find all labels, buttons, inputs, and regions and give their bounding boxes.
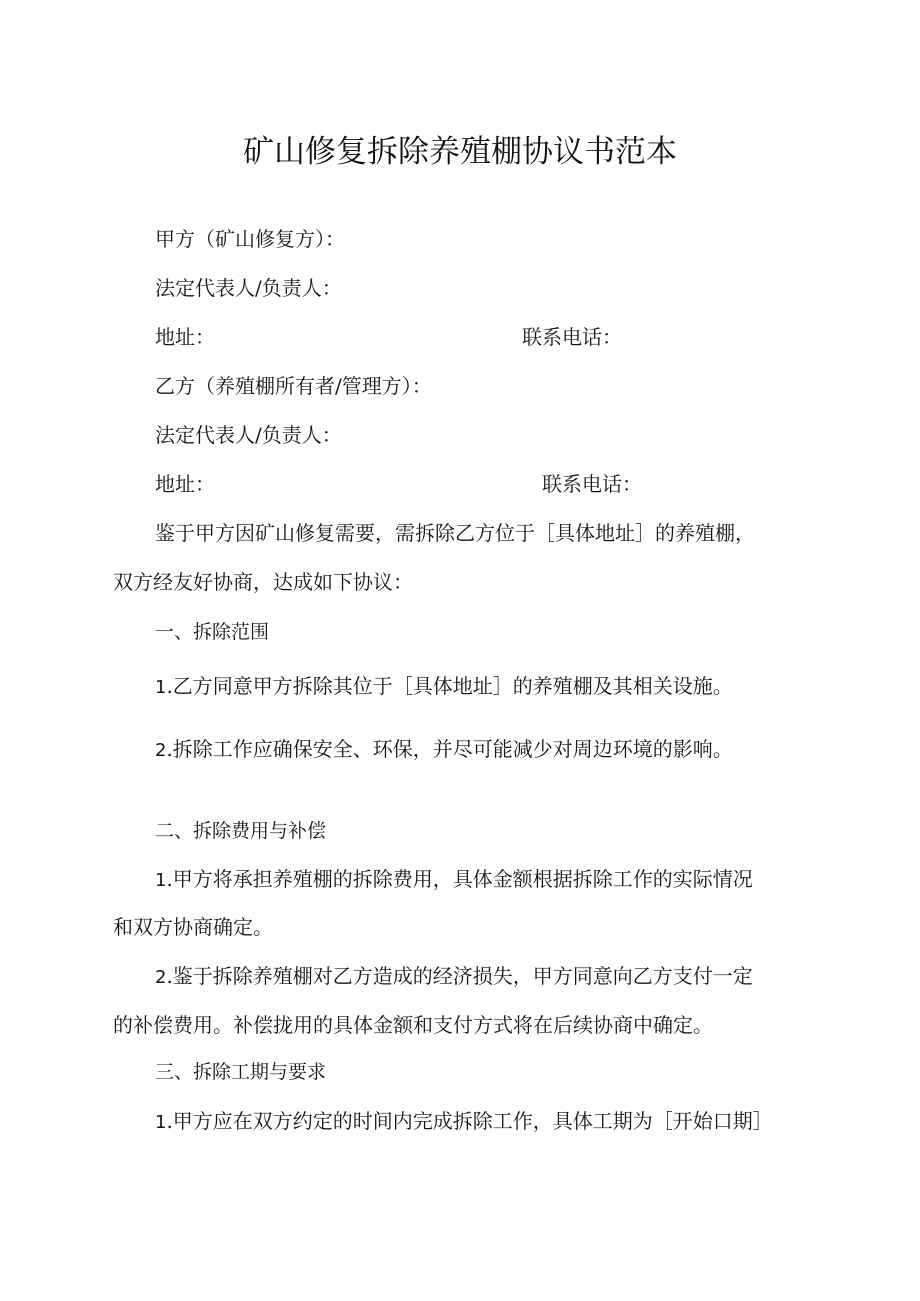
party-a-phone: 联系电话： (522, 325, 622, 349)
party-b-rep: 法定代表人/负责人： (155, 423, 342, 447)
item-text: .甲方将承担养殖棚的拆除费用，具体金额根据拆除工作的实际情况 (166, 867, 753, 891)
item-number: 2 (155, 740, 167, 761)
party-a-label: 甲方（矿山修复方）： (155, 227, 345, 251)
preamble-line-2: 双方经友好协商，达成如下协议： (113, 570, 413, 594)
section-2-heading: 二、拆除费用与补偿 (155, 820, 327, 842)
item-text: .甲方应在双方约定的时间内完成拆除工作，具体工期为［开始口期］ (166, 1109, 773, 1133)
section-2-item-1-continued: 和双方协商确定。 (113, 915, 273, 939)
item-text: .鉴于拆除养殖棚对乙方造成的经济损失，甲方同意向乙方支付一定 (166, 964, 753, 988)
party-a-rep: 法定代表人/负责人： (155, 276, 342, 300)
item-number: 1 (155, 677, 167, 698)
section-1-item-1 (155, 672, 733, 702)
section-3-item-1 (155, 1107, 773, 1137)
item-text: .拆除工作应确保安全、环保，并尽可能减少对周边环境的影响。 (166, 737, 733, 761)
document-title: 矿山修复拆除养殖棚协议书范本 (243, 134, 677, 170)
party-a-address: 地址： (155, 325, 215, 349)
item-number: 2 (155, 967, 167, 988)
section-1-heading: 一、拆除范围 (155, 621, 270, 643)
item-text: .乙方同意甲方拆除其位于［具体地址］的养殖棚及其相关设施。 (166, 674, 733, 698)
item-number: 1 (155, 870, 167, 891)
preamble-line-1: 鉴于甲方因矿山修复需要，需拆除乙方位于［具体地址］的养殖棚， (155, 521, 755, 545)
party-b-phone: 联系电话： (542, 472, 642, 496)
item-number: 1 (155, 1112, 167, 1133)
section-2-item-2 (155, 962, 753, 992)
party-b-label: 乙方（养殖棚所有者/管理方）： (155, 374, 432, 398)
section-2-item-2-continued: 的补偿费用。补偿拢用的具体金额和支付方式将在后续协商中确定。 (113, 1013, 713, 1037)
section-3-heading: 三、拆除工期与要求 (155, 1061, 327, 1083)
section-1-item-2 (155, 735, 733, 765)
party-b-address: 地址： (155, 472, 215, 496)
section-2-item-1 (155, 865, 753, 895)
